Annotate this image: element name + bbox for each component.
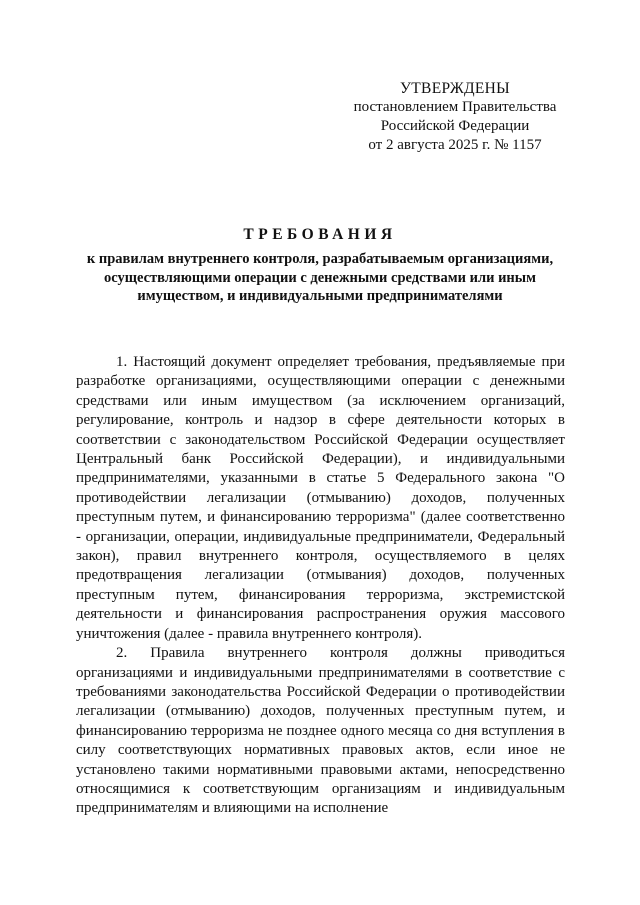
- approval-line-1: постановлением Правительства: [353, 99, 557, 115]
- document-heading: [76, 225, 564, 306]
- paragraph-text: Правила внутреннего контроля должны приводиться организациями и индивидуальными предпринимателями в соответствие с требованиями законодательства Российской Федерации о противодействии легализации (отмыванию) доходов, полученных преступным путем, и финансированию терроризма не позднее одного месяца со дня вступления в силу соответствующих нормативных правовых актов, если иное не установлено такими нормативными правовыми актами, непосредственно относящимися к соответствующим организациям и индивидуальным предпринимателям и влияющими на исполнение: [76, 645, 565, 817]
- paragraph-text: Настоящий документ определяет требования, предъявляемые при разработке организациями, осуществляющими операции с денежными средствами или иным имуществом (за исключением организаций, регулирование, контроль и надзор в сфере деятельности которых в соответствии с законодательством Российской Федерации осуществляет Центральный банк Российской Федерации), и индивидуальными предпринимателями, указанными в статье 5 Федерального закона "О противодействии легализации (отмыванию) доходов, полученных преступным путем, и финансированию терроризма" (далее соответственно - организации, операции, индивидуальные предприниматели, Федеральный закон), правил внутреннего контроля, осуществляемого в целях предотвращения легализации (отмывания) доходов, полученных преступным путем, финансирования терроризма, экстремистской деятельности и финансирования распространения оружия массового уничтожения (далее - правила внутреннего контроля).: [76, 354, 566, 642]
- approval-stamp-block: [340, 79, 570, 155]
- paragraph-number: 1.: [116, 354, 128, 370]
- paragraph-1: [76, 353, 565, 644]
- document-body: [76, 353, 565, 819]
- approved-label: УТВЕРЖДЕНЫ: [400, 80, 510, 97]
- document-title: ТРЕБОВАНИЯ: [243, 226, 397, 243]
- approval-line-3: от 2 августа 2025 г. № 1157: [368, 137, 542, 153]
- paragraph-2: [76, 644, 565, 819]
- document-subtitle: к правилам внутреннего контроля, разрабатываемым организациями, осуществляющими операции с денежными средствами или иным имуществом, и индивидуальными предпринимателями: [86, 251, 554, 304]
- approval-line-2: Российской Федерации: [380, 118, 530, 134]
- paragraph-number: 2.: [116, 645, 128, 662]
